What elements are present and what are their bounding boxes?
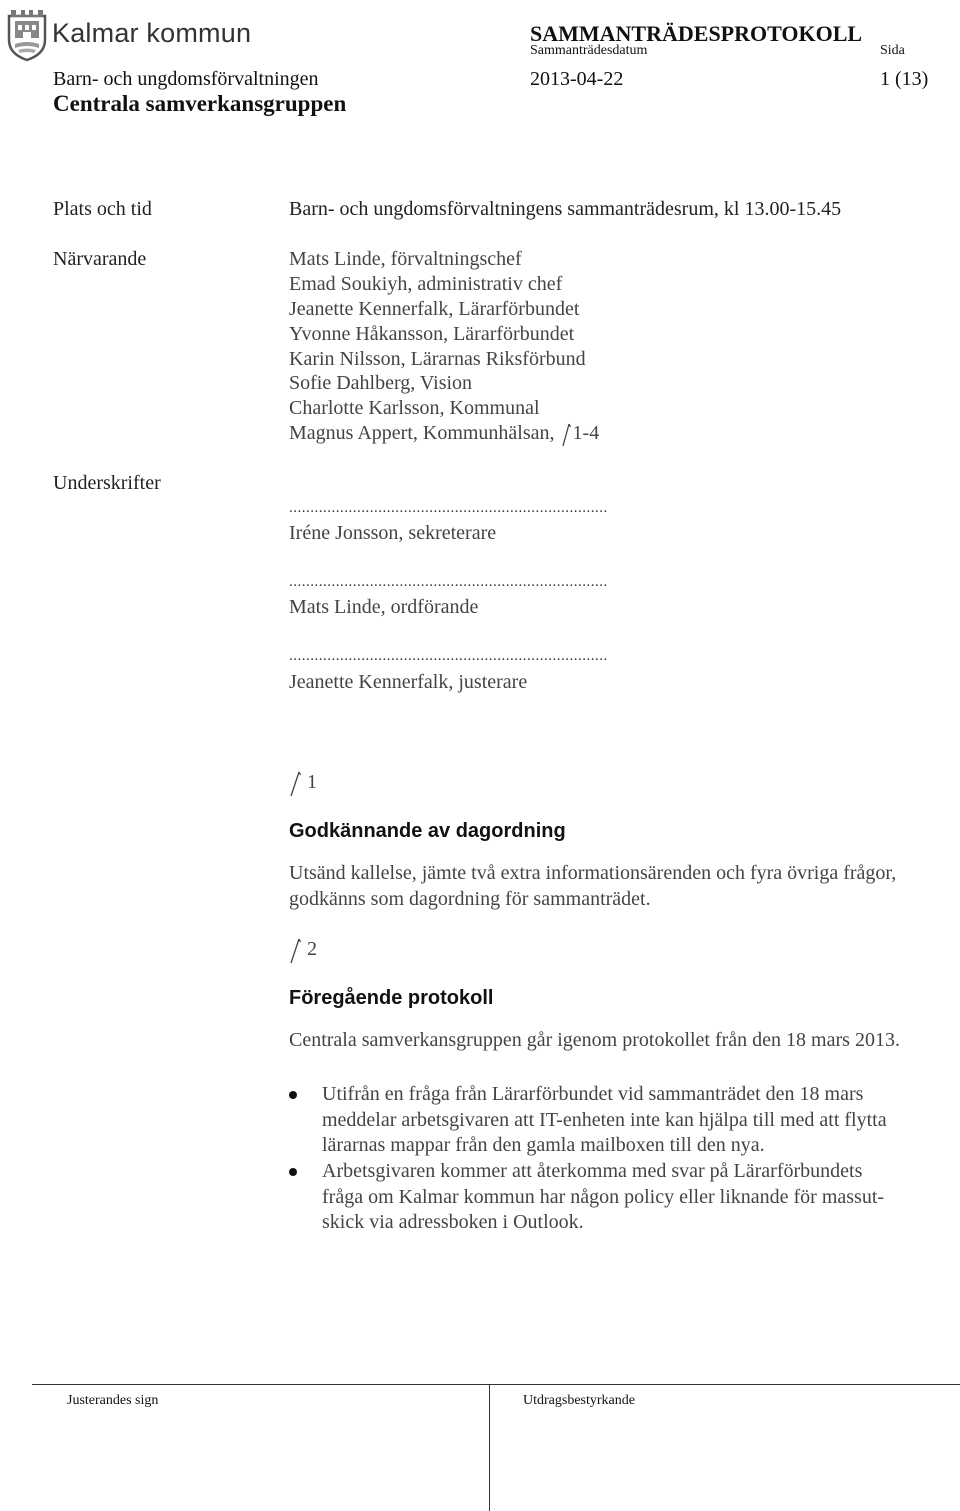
signature-line: ........................................................................... — [289, 648, 608, 664]
bullet-dot — [289, 1168, 297, 1176]
kalmar-crest-logo — [6, 6, 48, 62]
bullet-line: meddelar arbetsgivaren att IT-enheten inte kan hjälpa till med att flytta — [322, 1108, 887, 1131]
attendee-name: Sofie Dahlberg, Vision — [289, 372, 473, 394]
section-sign-icon — [289, 938, 301, 964]
attendees-label: Närvarande — [53, 248, 147, 270]
section-sign-icon — [561, 423, 571, 447]
department-name: Barn- och ungdomsförvaltningen — [53, 68, 319, 90]
section-number-text: 2 — [307, 938, 317, 960]
bullet-line: Arbetsgivaren kommer att återkomma med svar på Lärarförbundets — [322, 1160, 863, 1182]
page-label: Sida — [880, 43, 905, 58]
attendee-name — [289, 422, 599, 447]
section-number-text: 1 — [307, 771, 317, 793]
attendee-last-name: Magnus Appert, Kommunhälsan, — [289, 422, 555, 444]
attendee-name: Charlotte Karlsson, Kommunal — [289, 397, 540, 419]
bullet-line: skick via adressboken i Outlook. — [322, 1211, 584, 1233]
signature-name: Mats Linde, ordförande — [289, 596, 479, 618]
attendee-name: Karin Nilsson, Lärarnas Riksförbund — [289, 348, 586, 370]
attendee-name: Mats Linde, förvaltningschef — [289, 248, 522, 270]
bullet-line: Utifrån en fråga från Lärarförbundet vid sammanträdet den 18 mars — [322, 1083, 864, 1105]
footer-column-divider — [489, 1384, 490, 1511]
signatures-label: Underskrifter — [53, 472, 161, 494]
attendee-name: Yvonne Håkansson, Lärarförbundet — [289, 323, 575, 345]
body-line: godkänns som dagordning för sammanträdet. — [289, 888, 651, 910]
signature-line: ........................................................................... — [289, 574, 608, 590]
signature-name: Jeanette Kennerfalk, justerare — [289, 671, 528, 693]
meeting-date-label: Sammanträdesdatum — [530, 43, 648, 58]
body-line: Utsänd kallelse, jämte två extra informationsärenden och fyra övriga frågor, — [289, 862, 897, 884]
protocol-title: SAMMANTRÄDESPROTOKOLL — [530, 21, 863, 46]
place-value: Barn- och ungdomsförvaltningens sammanträdesrum, kl 13.00-15.45 — [289, 198, 842, 220]
group-name: Centrala samverkansgruppen — [53, 91, 347, 116]
section-sign-icon — [289, 771, 301, 797]
bullet-dot — [289, 1091, 297, 1099]
signature-name: Iréne Jonsson, sekreterare — [289, 522, 497, 544]
page-number: 1 (13) — [880, 68, 929, 90]
footer-utdragsbestyrkande: Utdragsbestyrkande — [523, 1393, 635, 1408]
section-number — [289, 771, 317, 797]
footer-justerandes-sign: Justerandes sign — [67, 1393, 159, 1408]
bullet-line: fråga om Kalmar kommun har någon policy eller liknande för massut- — [322, 1185, 885, 1208]
section-body — [289, 1027, 900, 1053]
attendee-name: Jeanette Kennerfalk, Lärarförbundet — [289, 298, 580, 320]
municipality-name: Kalmar kommun — [52, 18, 252, 48]
place-label: Plats och tid — [53, 198, 152, 220]
body-line: Centrala samverkansgruppen går igenom protokollet från den 18 mars 2013. — [289, 1029, 900, 1051]
attendee-ref: 1-4 — [572, 422, 600, 444]
section-body — [289, 860, 896, 912]
section-title: Godkännande av dagordning — [289, 820, 566, 842]
meeting-date: 2013-04-22 — [530, 68, 624, 90]
attendee-name: Emad Soukiyh, administrativ chef — [289, 273, 563, 295]
signature-line: ........................................................................... — [289, 500, 608, 516]
section-title: Föregående protokoll — [289, 987, 494, 1009]
bullet-line: lärarnas mappar från den gamla mailboxen till den nya. — [322, 1134, 765, 1156]
section-number — [289, 938, 317, 964]
footer-divider — [32, 1384, 960, 1385]
